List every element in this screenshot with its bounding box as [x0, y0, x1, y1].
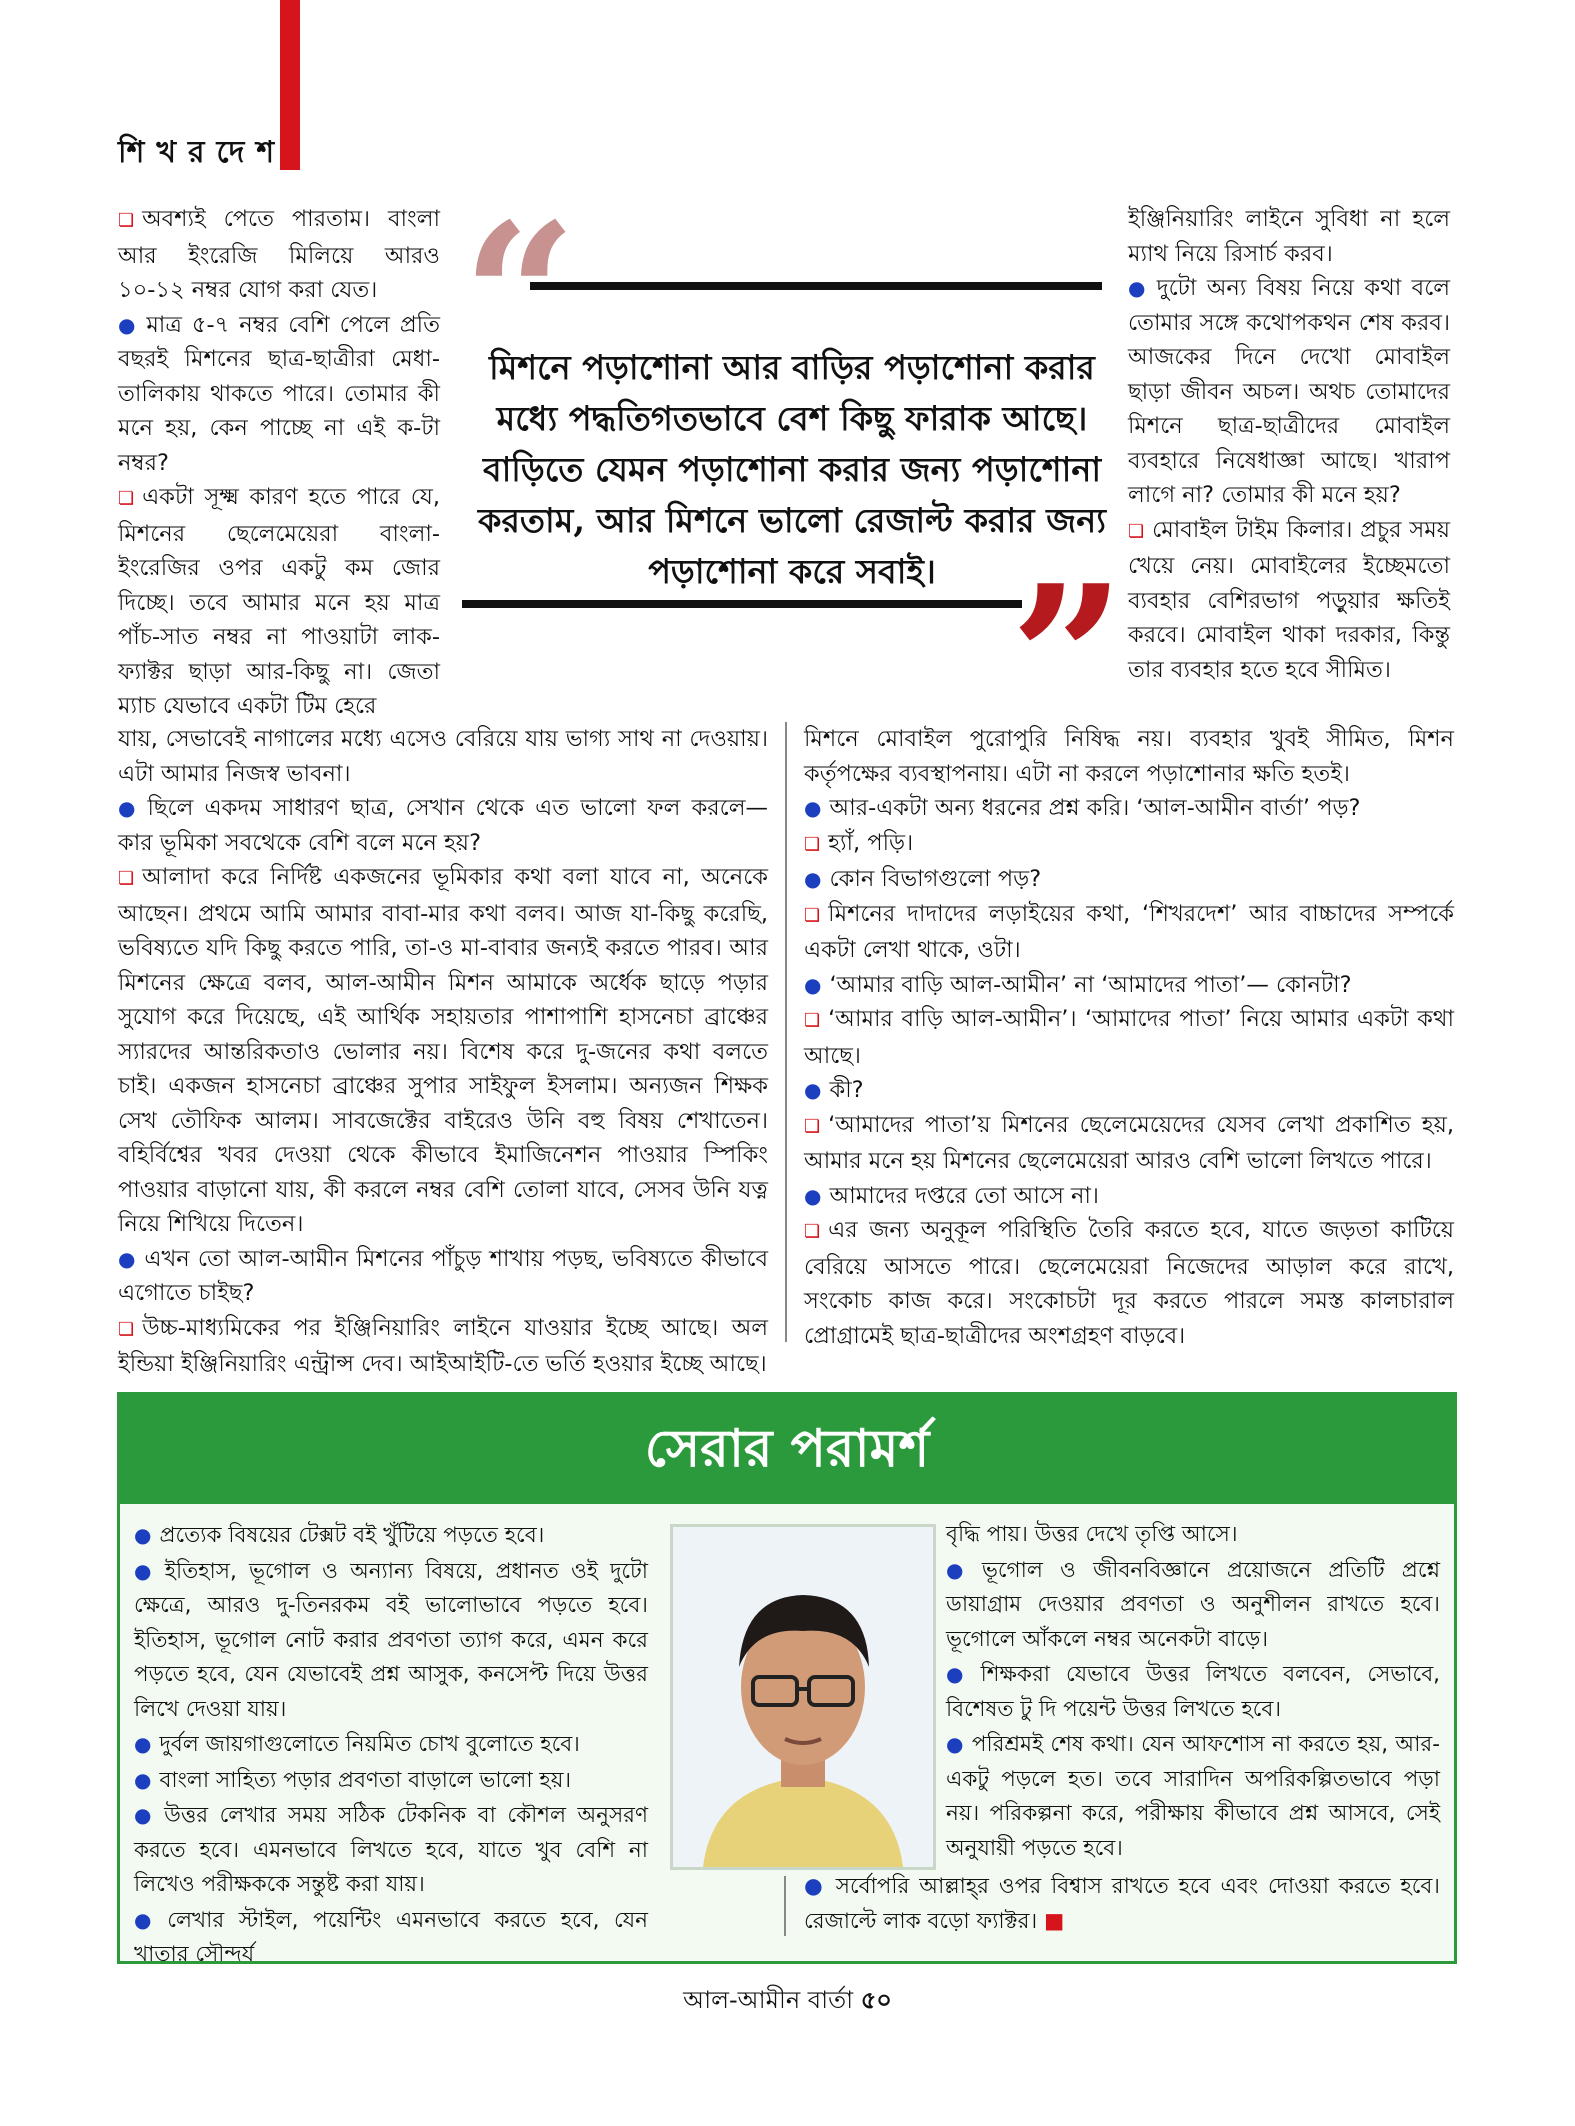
answer-paragraph: ❏ এর জন্য অনুকূল পরিস্থিতি তৈরি করতে হবে, যাতে জড়তা কাটিয়ে বেরিয়ে আসতে পারে। ছেলেমেয়েরা নিজেদের আড়াল করে রাখে, সংকোচ কাজ করে। সংকোচটা দূর করতে পারলে সমস্ত কালচারাল প্রোগ্রামেই ছাত্র-ছাত্রীদের অংশগ্রহণ বাড়বে।	[804, 1213, 1454, 1353]
advice-bottom-line: ● সর্বোপরি আল্লাহ্‌র ওপর বিশ্বাস রাখতে হবে এবং দোওয়া করতে হবে। রেজাল্টে লাক বড়ো ফ্যাক্টর। ■	[804, 1874, 1440, 1934]
answer-paragraph: ❏ আলাদা করে নির্দিষ্ট একজনের ভূমিকার কথা বলা যাবে না, অনেকে আছেন। প্রথমে আমি আমার বাবা-মার কথা বলব। আজ যা-কিছু করেছি, ভবিষ্যতে যদি কিছু করতে পারি, তা-ও মা-বাবার জন্যই করতে পারব। আর মিশনের ক্ষেত্রে বলব, আল-আমীন মিশন আমাকে অর্ধেক ছাড়ে পড়ার সুযোগ করে দিয়েছে, এই আর্থিক সহায়তার পাশাপাশি হাসনেচা ব্রাঞ্চের স্যারদের আন্তরিকতাও ভোলার নয়। বিশেষ করে দু-জনের কথা বলতে চাই। একজন হাসনেচা ব্রাঞ্চের সুপার সাইফুল ইসলাম। অন্যজন শিক্ষক সেখ তৌফিক আলম। সাবজেক্টের বাইরেও উনি বহু বিষয় শেখাতেন। বহির্বিশ্বের খবর দেওয়া থেকে কীভাবে ইমাজিনেশন পাওয়ার স্পিকিং পাওয়ার বাড়ানো যায়, কী করলে নম্বর বেশি তোলা যাবে, সেসব উনি যত্ন নিয়ে শিখিয়ে দিতেন।	[118, 860, 768, 1242]
answer-paragraph: ❏ ‘আমার বাড়ি আল-আমীন’। ‘আমাদের পাতা’ নিয়ে আমার একটা কথা আছে।	[804, 1002, 1454, 1073]
advice-item-continued: বৃদ্ধি পায়। উত্তর দেখে তৃপ্তি আসে।	[946, 1522, 1238, 1547]
open-quote-icon: “	[462, 180, 578, 415]
advice-bottom-text: সর্বোপরি আল্লাহ্‌র ওপর বিশ্বাস রাখতে হবে এবং দোওয়া করতে হবে। রেজাল্টে লাক বড়ো ফ্যাক্টর।	[804, 1874, 1440, 1934]
answer-paragraph: ❏ হ্যাঁ, পড়ি।	[804, 826, 1454, 863]
portrait-image	[673, 1527, 933, 1867]
answer-paragraph: ❏ একটা সূক্ষ্ম কারণ হতে পারে যে, মিশনের ছেলেমেয়েরা বাংলা-ইংরেজির ওপর একটু কম জোর দিচ্ছে। তবে আমার মনে হয় মাত্র পাঁচ-সাত নম্বর না পাওয়াটা লাক-ফ্যাক্টর ছাড়া আর-কিছু না। জেতা ম্যাচ যেভাবে একটা টিম হেরে	[118, 480, 440, 724]
quote-rule-bottom	[462, 600, 1022, 608]
quote-rule-top	[530, 282, 1102, 290]
advice-item: ● ভূগোল ও জীবনবিজ্ঞানে প্রয়োজনে প্রতিটি প্রশ্নে ডায়াগ্রাম দেওয়ার প্রবণতা ও অনুশীলন রাখতে হবে। ভূগোলে আঁকলে নম্বর অনেকটা বাড়ে।	[946, 1553, 1440, 1658]
article-column-right-bottom	[804, 722, 1454, 1353]
article-column-left-bottom	[118, 722, 768, 1382]
close-quote-icon: ”	[1010, 542, 1126, 777]
question-paragraph: ● কী?	[804, 1073, 1454, 1108]
article-column-left-top	[118, 202, 440, 724]
section-title: শিখরদেশ	[118, 135, 287, 170]
advice-column-right	[946, 1518, 1440, 1866]
page-footer	[0, 1982, 1575, 2022]
text-paragraph: মিশনে মোবাইল পুরোপুরি নিষিদ্ধ নয়। ব্যবহার খুবই সীমিত, মিশন কর্তৃপক্ষের ব্যবস্থাপনায়। এটা না করলে পড়াশোনার ক্ষতি হতই।	[804, 726, 1454, 787]
pull-quote: মিশনে পড়াশোনা আর বাড়ির পড়াশোনা করার মধ্যে পদ্ধতিগতভাবে বেশ কিছু ফারাক আছে। বাড়িতে যেমন পড়াশোনা করার জন্য পড়াশোনা করতাম, আর মিশনে ভালো রেজাল্ট করার জন্য পড়াশোনা করে সবাই।	[478, 348, 1106, 591]
question-paragraph: ● আর-একটা অন্য ধরনের প্রশ্ন করি। ‘আল-আমীন বার্তা’ পড়?	[804, 791, 1454, 826]
advice-item: ● পরিশ্রমই শেষ কথা। যেন আফশোস না করতে হয়, আর-একটু পড়লে হত। তবে সারাদিন অপরিকল্পিতভাবে পড়া নয়। পরিকল্পনা করে, পরীক্ষায় কীভাবে প্রশ্ন আসবে, সেই অনুযায়ী পড়তে হবে।	[946, 1727, 1440, 1866]
question-paragraph: ● দুটো অন্য বিষয় নিয়ে কথা বলে তোমার সঙ্গে কথোপকথন শেষ করব। আজকের দিনে দেখো মোবাইল ছাড়া জীবন অচল। অথচ তোমাদের মিশনে ছাত্র-ছাত্রীদের মোবাইল ব্যবহারে নিষেধাজ্ঞা আছে। খারাপ লাগে না? তোমার কী মনে হয়?	[1128, 271, 1450, 513]
page-number: ৫০	[860, 1986, 892, 2014]
advice-divider	[784, 1876, 786, 1936]
advice-item: ● বাংলা সাহিত্য পড়ার প্রবণতা বাড়ালে ভালো হয়।	[134, 1763, 648, 1799]
answer-paragraph: ❏ উচ্চ-মাধ্যমিকের পর ইঞ্জিনিয়ারিং লাইনে যাওয়ার ইচ্ছে আছে। অল ইন্ডিয়া ইঞ্জিনিয়ারিং এন্ট্রান্স দেব। আইআইটি-তে ভর্তি হওয়ার ইচ্ছে আছে।	[118, 1311, 768, 1382]
advice-item: ● লেখার স্টাইল, পয়েন্টিং এমনভাবে করতে হবে, যেন খাতার সৌন্দর্য	[134, 1903, 648, 1973]
advice-title: সেরার পরামর্শ	[644, 1418, 930, 1479]
advice-item: ● ইতিহাস, ভূগোল ও অন্যান্য বিষয়ে, প্রধানত ওই দুটো ক্ষেত্রে, আরও দু-তিনরকম বই ভালোভাবে পড়তে হবে। ইতিহাস, ভূগোল নোট করার প্রবণতা ত্যাগ করে, এমন করে পড়তে হবে, যেন যেভাবেই প্রশ্ন আসুক, কনসেপ্ট দিয়ে উত্তর লিখে দেওয়া যায়।	[134, 1554, 648, 1728]
student-photo	[670, 1524, 936, 1870]
advice-item: ● প্রত্যেক বিষয়ের টেক্সট বই খুঁটিয়ে পড়তে হবে।	[134, 1518, 648, 1554]
column-divider	[785, 722, 787, 1342]
answer-paragraph: ❏ মিশনের দাদাদের লড়াইয়ের কথা, ‘শিখরদেশ’ আর বাচ্চাদের সম্পর্কে একটা লেখা থাকে, ওটা।	[804, 897, 1454, 968]
question-paragraph: ● ছিলে একদম সাধারণ ছাত্র, সেখান থেকে এত ভালো ফল করলে— কার ভূমিকা সবথেকে বেশি বলে মনে হয়?	[118, 791, 768, 860]
question-paragraph: ● আমাদের দপ্তরে তো আসে না।	[804, 1179, 1454, 1214]
advice-item: ● দুর্বল জায়গাগুলোতে নিয়মিত চোখ বুলোতে হবে।	[134, 1727, 648, 1763]
advice-item: ● উত্তর লেখার সময় সঠিক টেকনিক বা কৌশল অনুসরণ করতে হবে। এমনভাবে লিখতে হবে, যাতে খুব বেশি না লিখেও পরীক্ষককে সন্তুষ্ট করা যায়।	[134, 1798, 648, 1903]
article-column-right-top	[1128, 202, 1450, 687]
advice-item: ● শিক্ষকরা যেভাবে উত্তর লিখতে বলবেন, সেভাবে, বিশেষত টু দি পয়েন্ট উত্তর লিখতে হবে।	[946, 1657, 1440, 1727]
question-paragraph: ● এখন তো আল-আমীন মিশনের পাঁচুড় শাখায় পড়ছ, ভবিষ্যতে কীভাবে এগোতে চাইছ?	[118, 1242, 768, 1311]
text-paragraph: ইঞ্জিনিয়ারিং লাইনে সুবিধা না হলে ম্যাথ নিয়ে রিসার্চ করব।	[1128, 206, 1450, 267]
advice-column-left	[134, 1518, 648, 1973]
answer-paragraph: ❏ মোবাইল টাইম কিলার। প্রচুর সময় খেয়ে নেয়। মোবাইলের ইচ্ছেমতো ব্যবহার বেশিরভাগ পড়ুয়ার ক্ষতিই করবে। মোবাইল থাকা দরকার, কিন্তু তার ব্যবহার হতে হবে সীমিত।	[1128, 513, 1450, 688]
question-paragraph: ● কোন বিভাগগুলো পড়?	[804, 862, 1454, 897]
answer-paragraph: ❏ অবশ্যই পেতে পারতাম। বাংলা আর ইংরেজি মিলিয়ে আরও ১০-১২ নম্বর যোগ করা যেত।	[118, 202, 440, 308]
magazine-name: আল-আমীন বার্তা	[683, 1986, 854, 2014]
question-paragraph: ● ‘আমার বাড়ি আল-আমীন’ না ‘আমাদের পাতা’— কোনটা?	[804, 968, 1454, 1003]
question-paragraph: ● মাত্র ৫-৭ নম্বর বেশি পেলে প্রতি বছরই মিশনের ছাত্র-ছাত্রীরা মেধা-তালিকায় থাকতে পারে। তোমার কী মনে হয়, কেন পাচ্ছে না এই ক-টা নম্বর?	[118, 308, 440, 481]
text-paragraph: যায়, সেভাবেই নাগালের মধ্যে এসেও বেরিয়ে যায় ভাগ্য সাথ না দেওয়ায়। এটা আমার নিজস্ব ভাবনা।	[118, 726, 768, 787]
answer-paragraph: ❏ ‘আমাদের পাতা’য় মিশনের ছেলেমেয়েদের যেসব লেখা প্রকাশিত হয়, আমার মনে হয় মিশনের ছেলেমেয়েরা আরও বেশি ভালো লিখতে পারে।	[804, 1108, 1454, 1179]
